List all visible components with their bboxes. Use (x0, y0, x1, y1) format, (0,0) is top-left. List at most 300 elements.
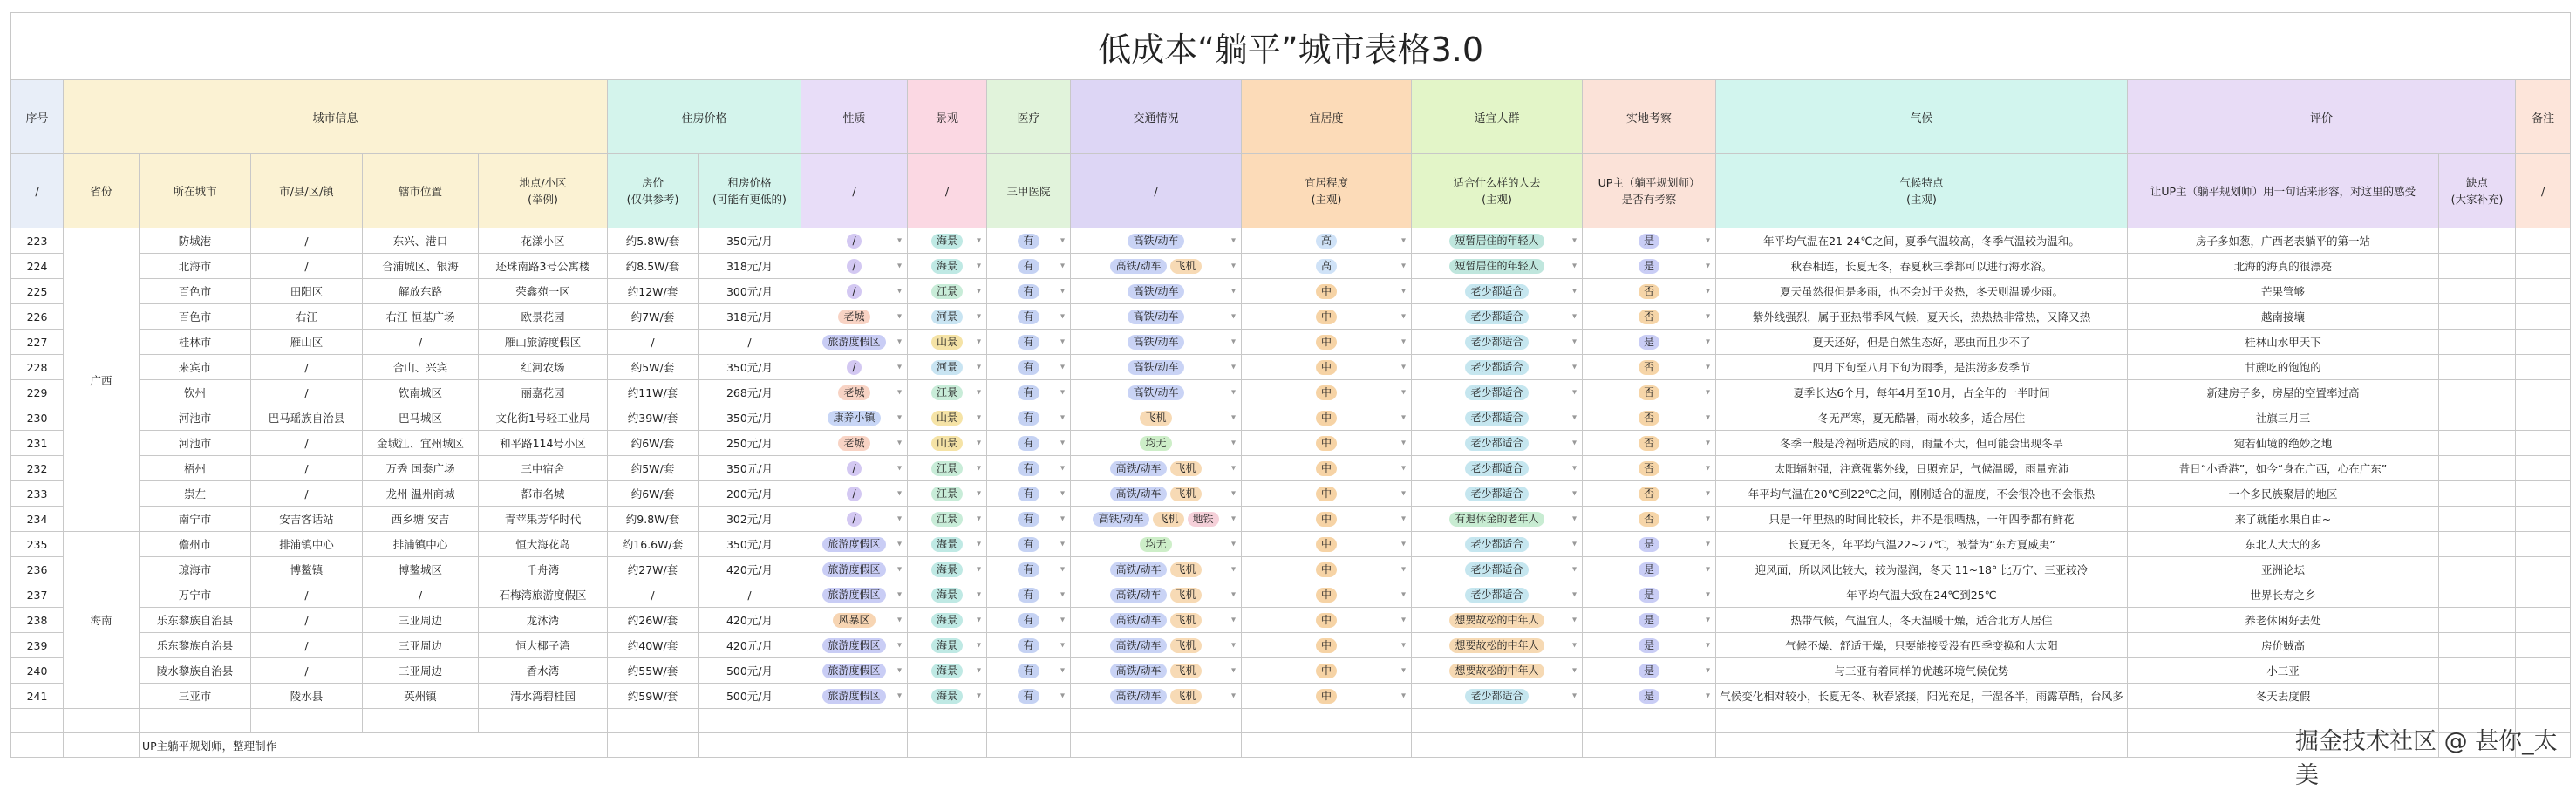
inspect-cell[interactable] (1583, 456, 1716, 481)
empty-cell[interactable] (908, 733, 987, 758)
seq-cell[interactable]: 223 (11, 228, 64, 254)
note-cell[interactable] (2516, 254, 2571, 279)
scenery-cell[interactable] (908, 405, 987, 431)
price-cell[interactable]: 约6W/套 (608, 481, 699, 507)
header-city-info[interactable]: 城市信息 (64, 80, 608, 154)
traffic-cell[interactable] (1071, 684, 1242, 709)
empty-cell[interactable] (801, 733, 908, 758)
county-cell[interactable]: / (251, 481, 363, 507)
province-cell[interactable]: 海南 (64, 532, 140, 709)
empty-cell[interactable] (1583, 733, 1716, 758)
note-cell[interactable] (2516, 228, 2571, 254)
subheader-medical[interactable]: 三甲医院 (987, 154, 1071, 228)
crowd-cell[interactable] (1412, 279, 1583, 304)
seq-cell[interactable]: 235 (11, 532, 64, 557)
cons-cell[interactable] (2439, 330, 2516, 355)
climate-cell[interactable]: 四月下旬至八月下旬为雨季，是洪涝多发季节 (1716, 355, 2128, 380)
subheader-climate[interactable]: 气候特点 (主观) (1716, 154, 2128, 228)
inspect-cell[interactable] (1583, 330, 1716, 355)
rent-cell[interactable]: 300元/月 (699, 279, 801, 304)
climate-cell[interactable]: 年平均气温在21-24℃之间，夏季气温较高，冬季气温较为温和。 (1716, 228, 2128, 254)
medical-cell[interactable] (987, 684, 1071, 709)
place-cell[interactable]: 文化街1号轻工业局 (479, 405, 608, 431)
city-cell[interactable]: 桂林市 (140, 330, 251, 355)
area-cell[interactable]: 右江 恒基广场 (363, 304, 479, 330)
cons-cell[interactable] (2439, 582, 2516, 608)
county-cell[interactable]: 排浦镇中心 (251, 532, 363, 557)
city-cell[interactable]: 河池市 (140, 431, 251, 456)
rent-cell[interactable]: 500元/月 (699, 658, 801, 684)
scenery-cell[interactable] (908, 330, 987, 355)
note-cell[interactable] (2516, 279, 2571, 304)
nature-cell[interactable] (801, 684, 908, 709)
nature-cell[interactable] (801, 456, 908, 481)
city-cell[interactable]: 百色市 (140, 304, 251, 330)
traffic-cell[interactable] (1071, 355, 1242, 380)
livability-cell[interactable] (1242, 684, 1412, 709)
nature-cell[interactable] (801, 304, 908, 330)
empty-cell[interactable] (1412, 709, 1583, 733)
nature-cell[interactable] (801, 380, 908, 405)
review-cell[interactable]: 社旗三月三 (2128, 405, 2439, 431)
climate-cell[interactable]: 迎风面，所以风比较大，较为湿润，冬天 11~18° 比万宁、三亚较冷 (1716, 557, 2128, 582)
place-cell[interactable]: 石梅湾旅游度假区 (479, 582, 608, 608)
crowd-cell[interactable] (1412, 608, 1583, 633)
area-cell[interactable]: 西乡塘 安吉 (363, 507, 479, 532)
note-cell[interactable] (2516, 355, 2571, 380)
crowd-cell[interactable] (1412, 557, 1583, 582)
empty-cell[interactable] (608, 733, 699, 758)
inspect-cell[interactable] (1583, 405, 1716, 431)
livability-cell[interactable] (1242, 532, 1412, 557)
county-cell[interactable]: / (251, 228, 363, 254)
inspect-cell[interactable] (1583, 557, 1716, 582)
medical-cell[interactable] (987, 355, 1071, 380)
county-cell[interactable]: / (251, 456, 363, 481)
city-cell[interactable]: 三亚市 (140, 684, 251, 709)
empty-cell[interactable] (11, 709, 64, 733)
review-cell[interactable]: 亚洲论坛 (2128, 557, 2439, 582)
livability-cell[interactable] (1242, 658, 1412, 684)
rent-cell[interactable]: 200元/月 (699, 481, 801, 507)
scenery-cell[interactable] (908, 456, 987, 481)
inspect-cell[interactable] (1583, 658, 1716, 684)
note-cell[interactable] (2516, 557, 2571, 582)
price-cell[interactable]: 约26W/套 (608, 608, 699, 633)
price-cell[interactable]: 约55W/套 (608, 658, 699, 684)
livability-cell[interactable] (1242, 507, 1412, 532)
scenery-cell[interactable] (908, 608, 987, 633)
scenery-cell[interactable] (908, 684, 987, 709)
rent-cell[interactable]: 318元/月 (699, 254, 801, 279)
crowd-cell[interactable] (1412, 405, 1583, 431)
climate-cell[interactable]: 冬季一般是冷福所造成的雨，雨量不大，但可能会出现冬旱 (1716, 431, 2128, 456)
inspect-cell[interactable] (1583, 279, 1716, 304)
city-cell[interactable]: 乐东黎族自治县 (140, 608, 251, 633)
medical-cell[interactable] (987, 279, 1071, 304)
seq-cell[interactable]: 232 (11, 456, 64, 481)
area-cell[interactable]: 三亚周边 (363, 608, 479, 633)
price-cell[interactable]: 约12W/套 (608, 279, 699, 304)
area-cell[interactable]: 巴马城区 (363, 405, 479, 431)
climate-cell[interactable]: 长夏无冬，年平均气温22~27℃，被誉为“东方夏威夷” (1716, 532, 2128, 557)
note-cell[interactable] (2516, 380, 2571, 405)
review-cell[interactable]: 东北人大大的多 (2128, 532, 2439, 557)
subheader-county[interactable]: 市/县/区/镇 (251, 154, 363, 228)
inspect-cell[interactable] (1583, 684, 1716, 709)
crowd-cell[interactable] (1412, 633, 1583, 658)
county-cell[interactable]: 安吉客话站 (251, 507, 363, 532)
subheader-rent[interactable]: 租房价格 (可能有更低的) (699, 154, 801, 228)
climate-cell[interactable]: 年平均气温大致在24℃到25℃ (1716, 582, 2128, 608)
seq-cell[interactable]: 240 (11, 658, 64, 684)
subheader-livability[interactable]: 宜居程度 (主观) (1242, 154, 1412, 228)
city-cell[interactable]: 北海市 (140, 254, 251, 279)
area-cell[interactable]: 三亚周边 (363, 658, 479, 684)
medical-cell[interactable] (987, 658, 1071, 684)
medical-cell[interactable] (987, 481, 1071, 507)
empty-cell[interactable] (608, 709, 699, 733)
price-cell[interactable]: 约40W/套 (608, 633, 699, 658)
traffic-cell[interactable] (1071, 633, 1242, 658)
climate-cell[interactable]: 气候变化相对较小，长夏无冬、秋春紧接，阳光充足，干湿各半，雨露草酷，台风多 (1716, 684, 2128, 709)
subheader-city[interactable]: 所在城市 (140, 154, 251, 228)
area-cell[interactable]: 钦南城区 (363, 380, 479, 405)
empty-cell[interactable] (908, 709, 987, 733)
cons-cell[interactable] (2439, 405, 2516, 431)
cons-cell[interactable] (2439, 228, 2516, 254)
cons-cell[interactable] (2439, 431, 2516, 456)
scenery-cell[interactable] (908, 279, 987, 304)
traffic-cell[interactable] (1071, 254, 1242, 279)
traffic-cell[interactable] (1071, 405, 1242, 431)
rent-cell[interactable]: 350元/月 (699, 456, 801, 481)
header-nature[interactable]: 性质 (801, 80, 908, 154)
livability-cell[interactable] (1242, 431, 1412, 456)
city-cell[interactable]: 乐东黎族自治县 (140, 633, 251, 658)
place-cell[interactable]: 都市名城 (479, 481, 608, 507)
medical-cell[interactable] (987, 405, 1071, 431)
header-review[interactable]: 评价 (2128, 80, 2516, 154)
scenery-cell[interactable] (908, 532, 987, 557)
empty-cell[interactable] (11, 733, 64, 758)
medical-cell[interactable] (987, 456, 1071, 481)
climate-cell[interactable]: 夏天还好，但是自然生态好，恶虫而且少不了 (1716, 330, 2128, 355)
empty-cell[interactable] (699, 733, 801, 758)
scenery-cell[interactable] (908, 507, 987, 532)
livability-cell[interactable] (1242, 557, 1412, 582)
subheader-cons[interactable]: 缺点 (大家补充) (2439, 154, 2516, 228)
nature-cell[interactable] (801, 431, 908, 456)
scenery-cell[interactable] (908, 355, 987, 380)
review-cell[interactable]: 北海的海真的很漂亮 (2128, 254, 2439, 279)
rent-cell[interactable]: 420元/月 (699, 608, 801, 633)
traffic-cell[interactable] (1071, 279, 1242, 304)
scenery-cell[interactable] (908, 380, 987, 405)
cons-cell[interactable] (2439, 507, 2516, 532)
review-cell[interactable]: 小三亚 (2128, 658, 2439, 684)
crowd-cell[interactable] (1412, 684, 1583, 709)
place-cell[interactable]: 和平路114号小区 (479, 431, 608, 456)
empty-cell[interactable] (1716, 709, 2128, 733)
traffic-cell[interactable] (1071, 431, 1242, 456)
city-cell[interactable]: 万宁市 (140, 582, 251, 608)
empty-cell[interactable] (1583, 709, 1716, 733)
livability-cell[interactable] (1242, 633, 1412, 658)
inspect-cell[interactable] (1583, 431, 1716, 456)
seq-cell[interactable]: 228 (11, 355, 64, 380)
inspect-cell[interactable] (1583, 582, 1716, 608)
seq-cell[interactable]: 237 (11, 582, 64, 608)
rent-cell[interactable]: 268元/月 (699, 380, 801, 405)
livability-cell[interactable] (1242, 254, 1412, 279)
review-cell[interactable]: 新建房子多，房屋的空置率过高 (2128, 380, 2439, 405)
place-cell[interactable]: 还珠南路3号公寓楼 (479, 254, 608, 279)
review-cell[interactable]: 宛若仙境的绝妙之地 (2128, 431, 2439, 456)
rent-cell[interactable]: / (699, 582, 801, 608)
area-cell[interactable]: / (363, 582, 479, 608)
place-cell[interactable]: 龙沐湾 (479, 608, 608, 633)
medical-cell[interactable] (987, 431, 1071, 456)
nature-cell[interactable] (801, 355, 908, 380)
nature-cell[interactable] (801, 279, 908, 304)
price-cell[interactable]: 约5W/套 (608, 355, 699, 380)
nature-cell[interactable] (801, 633, 908, 658)
place-cell[interactable]: 青苹果芳华时代 (479, 507, 608, 532)
price-cell[interactable]: 约27W/套 (608, 557, 699, 582)
city-cell[interactable]: 百色市 (140, 279, 251, 304)
price-cell[interactable]: 约59W/套 (608, 684, 699, 709)
rent-cell[interactable]: 350元/月 (699, 355, 801, 380)
note-cell[interactable] (2516, 481, 2571, 507)
county-cell[interactable]: / (251, 355, 363, 380)
review-cell[interactable]: 芒果管够 (2128, 279, 2439, 304)
subheader-traffic[interactable]: / (1071, 154, 1242, 228)
county-cell[interactable]: 陵水县 (251, 684, 363, 709)
rent-cell[interactable]: 350元/月 (699, 532, 801, 557)
area-cell[interactable]: 博鳌城区 (363, 557, 479, 582)
header-note[interactable]: 备注 (2516, 80, 2571, 154)
climate-cell[interactable]: 太阳辐射强，注意强紫外线，日照充足，气候温暖，雨量充沛 (1716, 456, 2128, 481)
county-cell[interactable]: / (251, 254, 363, 279)
livability-cell[interactable] (1242, 330, 1412, 355)
subheader-scenery[interactable]: / (908, 154, 987, 228)
seq-cell[interactable]: 224 (11, 254, 64, 279)
place-cell[interactable]: 香水湾 (479, 658, 608, 684)
empty-cell[interactable] (1242, 709, 1412, 733)
place-cell[interactable]: 欧景花园 (479, 304, 608, 330)
crowd-cell[interactable] (1412, 228, 1583, 254)
header-scenery[interactable]: 景观 (908, 80, 987, 154)
crowd-cell[interactable] (1412, 254, 1583, 279)
price-cell[interactable]: 约9.8W/套 (608, 507, 699, 532)
seq-cell[interactable]: 233 (11, 481, 64, 507)
nature-cell[interactable] (801, 582, 908, 608)
empty-cell[interactable] (64, 733, 140, 758)
header-climate[interactable]: 气候 (1716, 80, 2128, 154)
empty-cell[interactable] (251, 709, 363, 733)
empty-cell[interactable] (987, 709, 1071, 733)
sheet-title[interactable]: 低成本“躺平”城市表格3.0 (11, 13, 2571, 80)
traffic-cell[interactable] (1071, 507, 1242, 532)
scenery-cell[interactable] (908, 481, 987, 507)
area-cell[interactable]: 龙州 温州商城 (363, 481, 479, 507)
price-cell[interactable]: 约5.8W/套 (608, 228, 699, 254)
city-cell[interactable]: 儋州市 (140, 532, 251, 557)
province-cell[interactable]: 广西 (64, 228, 140, 532)
empty-cell[interactable] (479, 709, 608, 733)
county-cell[interactable]: 右江 (251, 304, 363, 330)
review-cell[interactable]: 一个多民族聚居的地区 (2128, 481, 2439, 507)
review-cell[interactable]: 昔日“小香港”，如今“身在广西，心在广东” (2128, 456, 2439, 481)
livability-cell[interactable] (1242, 456, 1412, 481)
city-cell[interactable]: 防城港 (140, 228, 251, 254)
inspect-cell[interactable] (1583, 304, 1716, 330)
seq-cell[interactable]: 239 (11, 633, 64, 658)
note-cell[interactable] (2516, 582, 2571, 608)
county-cell[interactable]: / (251, 431, 363, 456)
cons-cell[interactable] (2439, 684, 2516, 709)
crowd-cell[interactable] (1412, 507, 1583, 532)
note-cell[interactable] (2516, 405, 2571, 431)
empty-cell[interactable] (140, 709, 251, 733)
livability-cell[interactable] (1242, 304, 1412, 330)
area-cell[interactable]: 合山、兴宾 (363, 355, 479, 380)
cons-cell[interactable] (2439, 557, 2516, 582)
empty-cell[interactable] (987, 733, 1071, 758)
price-cell[interactable]: / (608, 582, 699, 608)
traffic-cell[interactable] (1071, 557, 1242, 582)
medical-cell[interactable] (987, 254, 1071, 279)
crowd-cell[interactable] (1412, 532, 1583, 557)
county-cell[interactable]: / (251, 608, 363, 633)
county-cell[interactable]: 雁山区 (251, 330, 363, 355)
price-cell[interactable]: 约5W/套 (608, 456, 699, 481)
review-cell[interactable]: 来了就能水果自由~ (2128, 507, 2439, 532)
livability-cell[interactable] (1242, 481, 1412, 507)
place-cell[interactable]: 红河农场 (479, 355, 608, 380)
inspect-cell[interactable] (1583, 355, 1716, 380)
scenery-cell[interactable] (908, 658, 987, 684)
climate-cell[interactable]: 气候不燥、舒适干燥，只要能接受没有四季变换和大太阳 (1716, 633, 2128, 658)
area-cell[interactable]: 万秀 国泰广场 (363, 456, 479, 481)
seq-cell[interactable]: 225 (11, 279, 64, 304)
medical-cell[interactable] (987, 532, 1071, 557)
seq-cell[interactable]: 238 (11, 608, 64, 633)
review-cell[interactable]: 甘蔗吃的饱饱的 (2128, 355, 2439, 380)
city-cell[interactable]: 陵水黎族自治县 (140, 658, 251, 684)
subheader-province[interactable]: 省份 (64, 154, 140, 228)
climate-cell[interactable]: 热带气候，气温宜人，冬天温暖干燥，适合北方人居住 (1716, 608, 2128, 633)
rent-cell[interactable]: 250元/月 (699, 431, 801, 456)
medical-cell[interactable] (987, 557, 1071, 582)
livability-cell[interactable] (1242, 279, 1412, 304)
inspect-cell[interactable] (1583, 507, 1716, 532)
livability-cell[interactable] (1242, 405, 1412, 431)
traffic-cell[interactable] (1071, 380, 1242, 405)
cons-cell[interactable] (2439, 658, 2516, 684)
climate-cell[interactable]: 冬无严寒，夏无酷暑，雨水较多，适合居住 (1716, 405, 2128, 431)
area-cell[interactable]: 三亚周边 (363, 633, 479, 658)
header-inspect[interactable]: 实地考察 (1583, 80, 1716, 154)
note-cell[interactable] (2516, 431, 2571, 456)
scenery-cell[interactable] (908, 431, 987, 456)
crowd-cell[interactable] (1412, 330, 1583, 355)
subheader-place[interactable]: 地点/小区 (举例) (479, 154, 608, 228)
review-cell[interactable]: 养老休闲好去处 (2128, 608, 2439, 633)
city-cell[interactable]: 来宾市 (140, 355, 251, 380)
cons-cell[interactable] (2439, 456, 2516, 481)
medical-cell[interactable] (987, 507, 1071, 532)
empty-cell[interactable] (1412, 733, 1583, 758)
subheader-note[interactable]: / (2516, 154, 2571, 228)
nature-cell[interactable] (801, 532, 908, 557)
price-cell[interactable]: 约7W/套 (608, 304, 699, 330)
rent-cell[interactable]: 500元/月 (699, 684, 801, 709)
crowd-cell[interactable] (1412, 658, 1583, 684)
inspect-cell[interactable] (1583, 481, 1716, 507)
seq-cell[interactable]: 231 (11, 431, 64, 456)
credit-cell[interactable]: UP主躺平规划师，整理制作 (140, 733, 608, 758)
note-cell[interactable] (2516, 684, 2571, 709)
inspect-cell[interactable] (1583, 532, 1716, 557)
climate-cell[interactable]: 紫外线强烈，属于亚热带季风气候，夏天长，热热热非常热，又降又热 (1716, 304, 2128, 330)
cons-cell[interactable] (2439, 608, 2516, 633)
review-cell[interactable]: 房价贼高 (2128, 633, 2439, 658)
city-cell[interactable]: 河池市 (140, 405, 251, 431)
subheader-crowd[interactable]: 适合什么样的人去 (主观) (1412, 154, 1583, 228)
rent-cell[interactable]: 302元/月 (699, 507, 801, 532)
nature-cell[interactable] (801, 481, 908, 507)
crowd-cell[interactable] (1412, 304, 1583, 330)
note-cell[interactable] (2516, 633, 2571, 658)
nature-cell[interactable] (801, 608, 908, 633)
climate-cell[interactable]: 只是一年里热的时间比较长，并不是很晒热，一年四季都有鲜花 (1716, 507, 2128, 532)
note-cell[interactable] (2516, 456, 2571, 481)
crowd-cell[interactable] (1412, 355, 1583, 380)
rent-cell[interactable]: 350元/月 (699, 228, 801, 254)
area-cell[interactable]: 英州镇 (363, 684, 479, 709)
city-cell[interactable]: 南宁市 (140, 507, 251, 532)
county-cell[interactable]: 田阳区 (251, 279, 363, 304)
price-cell[interactable]: / (608, 330, 699, 355)
nature-cell[interactable] (801, 507, 908, 532)
review-cell[interactable]: 房子多如葱，广西老表躺平的第一站 (2128, 228, 2439, 254)
header-traffic[interactable]: 交通情况 (1071, 80, 1242, 154)
medical-cell[interactable] (987, 380, 1071, 405)
subheader-nature[interactable]: / (801, 154, 908, 228)
inspect-cell[interactable] (1583, 633, 1716, 658)
traffic-cell[interactable] (1071, 658, 1242, 684)
crowd-cell[interactable] (1412, 582, 1583, 608)
cons-cell[interactable] (2439, 380, 2516, 405)
place-cell[interactable]: 恒大海花岛 (479, 532, 608, 557)
price-cell[interactable]: 约8.5W/套 (608, 254, 699, 279)
county-cell[interactable]: / (251, 582, 363, 608)
nature-cell[interactable] (801, 254, 908, 279)
inspect-cell[interactable] (1583, 254, 1716, 279)
city-cell[interactable]: 钦州 (140, 380, 251, 405)
rent-cell[interactable]: 350元/月 (699, 405, 801, 431)
scenery-cell[interactable] (908, 228, 987, 254)
livability-cell[interactable] (1242, 582, 1412, 608)
price-cell[interactable]: 约39W/套 (608, 405, 699, 431)
medical-cell[interactable] (987, 304, 1071, 330)
scenery-cell[interactable] (908, 254, 987, 279)
cons-cell[interactable] (2439, 254, 2516, 279)
traffic-cell[interactable] (1071, 582, 1242, 608)
scenery-cell[interactable] (908, 582, 987, 608)
